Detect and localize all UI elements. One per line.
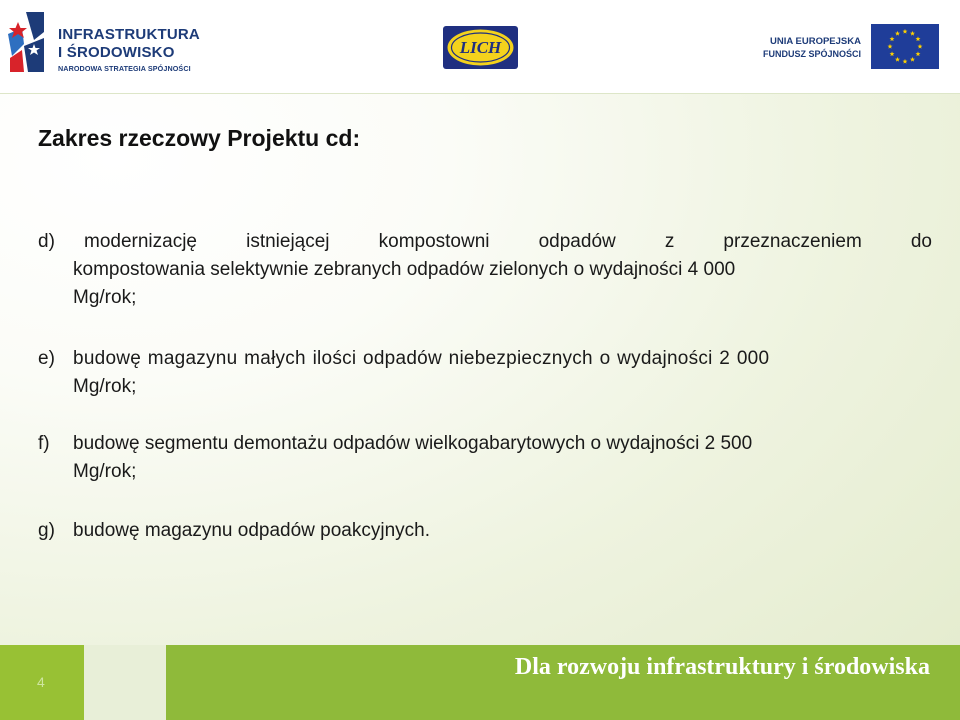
eu-star-icon: [888, 44, 893, 49]
list-item-line: kompostowania selektywnie zebranych odpadów zielonych o wydajności 4 000: [73, 259, 736, 280]
logo-left-line1: INFRASTRUKTURA: [58, 26, 200, 43]
footer-tagline: Dla rozwoju infrastruktury i środowiska: [514, 654, 930, 680]
slide-title: Zakres rzeczowy Projektu cd:: [38, 125, 361, 151]
eu-cohesion-fund-logo: [762, 22, 943, 72]
list-item-line: budowę magazynu odpadów poakcyjnych.: [73, 520, 431, 541]
eu-star-icon: [890, 36, 895, 41]
infrastruktura-srodowisko-logo: [4, 10, 204, 76]
list-item-line: budowę magazynu małych ilości odpadów niebezpiecznych o wydajności 2 000: [73, 348, 770, 369]
list-item-line: budowę segmentu demontażu odpadów wielkogabarytowych o wydajności 2 500: [73, 433, 753, 454]
word: z: [664, 231, 675, 252]
eu-star-icon: [895, 57, 900, 62]
word: odpadów: [538, 231, 616, 252]
lich-logo: [443, 26, 518, 69]
list-item-letter: e): [38, 348, 55, 369]
ois-emblem-icon: [4, 10, 48, 74]
eu-star-icon: [895, 31, 900, 36]
list-item-letter: d): [38, 231, 55, 252]
footer-page-box: [0, 645, 84, 720]
lich-emblem-icon: [443, 26, 518, 69]
logo-right-line2: FUNDUSZ SPÓJNOŚCI: [762, 49, 861, 59]
lich-logo-text: LICH: [459, 38, 502, 57]
eu-star-icon: [910, 57, 915, 62]
list-item-d: [38, 228, 932, 312]
footer-bar: [0, 645, 960, 720]
list-item-line: Mg/rok;: [73, 376, 137, 397]
eu-star-icon: [903, 29, 908, 34]
list-item-line: Mg/rok;: [73, 461, 137, 482]
page-number: 4: [37, 674, 45, 690]
eu-star-icon: [918, 44, 923, 49]
word: modernizację: [84, 231, 197, 252]
eu-star-icon: [916, 51, 921, 56]
list-item-e: [38, 345, 932, 401]
list-item-f: [38, 430, 932, 486]
word: przeznaczeniem: [723, 231, 862, 252]
word: do: [910, 231, 932, 252]
eu-star-icon: [903, 59, 908, 64]
list-item-letter: g): [38, 520, 55, 541]
list-item-g: [38, 517, 932, 545]
footer-divider: [84, 645, 166, 720]
header-bar: [0, 0, 960, 94]
word: istniejącej: [246, 231, 330, 252]
logo-left-line2: I ŚRODOWISKO: [58, 44, 175, 61]
eu-flag-icon: [871, 24, 939, 69]
eu-star-icon: [910, 31, 915, 36]
eu-star-icon: [916, 36, 921, 41]
list-item-line: [38, 228, 932, 256]
word: kompostowni: [378, 231, 490, 252]
list-item-letter: f): [38, 433, 50, 454]
eu-star-icon: [890, 51, 895, 56]
logo-left-line3: NARODOWA STRATEGIA SPÓJNOŚCI: [58, 64, 191, 73]
logo-right-line1: UNIA EUROPEJSKA: [770, 36, 861, 47]
list-item-line: Mg/rok;: [73, 287, 137, 308]
